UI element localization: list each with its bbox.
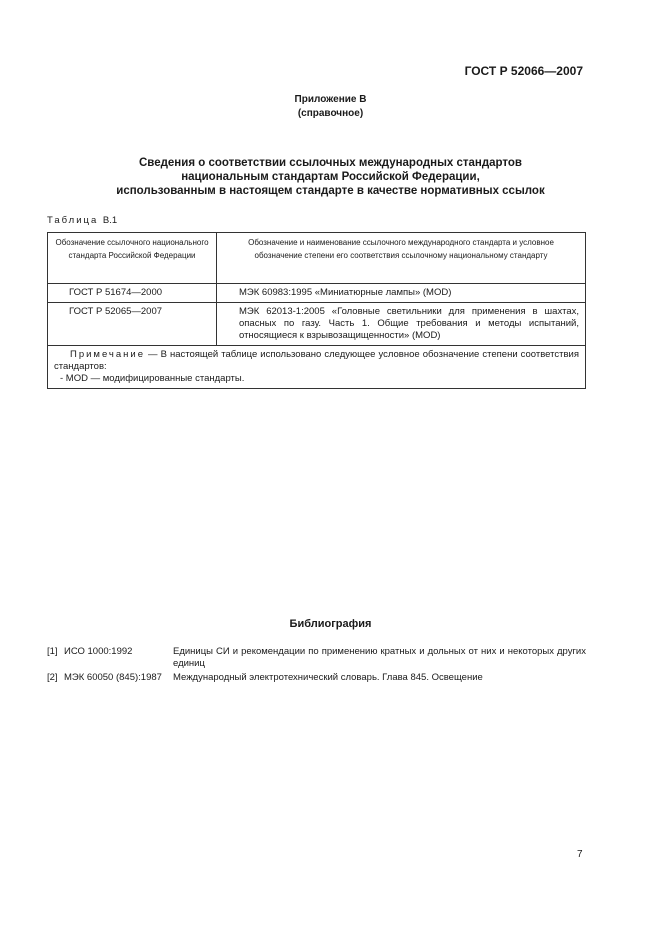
bibliography-item-number: [2]	[47, 672, 58, 683]
document-code: ГОСТ Р 52066—2007	[464, 64, 583, 78]
heading-line: национальным стандартам Российской Федерации,	[181, 171, 480, 183]
heading-line: Сведения о соответствии ссылочных международных стандартов	[138, 157, 522, 169]
table-note	[48, 346, 586, 389]
page-number: 7	[577, 849, 583, 860]
table-caption	[47, 215, 117, 226]
table-row	[48, 284, 586, 303]
heading-line: использованным в настоящем стандарте в качестве нормативных ссылок	[116, 185, 545, 197]
bibliography-item-code: ИСО 1000:1992	[64, 646, 133, 657]
reference-standards-table	[47, 232, 586, 389]
cell-international-standard: МЭК 62013-1:2005 «Головные светильники для применения в шахтах, опасных по газу. Часть 1. Общие требования и методы испытаний, относящиеся к взрывозащищенности» (MOD)	[217, 303, 586, 346]
bibliography-item-description: Международный электротехнический словарь. Глава 845. Освещение	[173, 672, 483, 683]
bibliography-item-description: Единицы СИ и рекомендации по применению кратных и дольных от них и некоторых других единиц	[173, 646, 586, 669]
bibliography-item-code: МЭК 60050 (845):1987	[64, 672, 162, 683]
bibliography-item-number: [1]	[47, 646, 58, 657]
column-header-international: Обозначение и наименование ссылочного международного стандарта и условное обозначение степени его соответствия ссылочному национальному стандарту	[217, 233, 586, 284]
table-caption-word: Таблица	[47, 215, 99, 226]
column-header-national: Обозначение ссылочного национального стандарта Российской Федерации	[48, 233, 217, 284]
note-label: Примечание	[70, 349, 145, 360]
table-row	[48, 303, 586, 346]
cell-national-standard: ГОСТ Р 51674—2000	[48, 284, 217, 303]
note-body: — В настоящей таблице использовано следующее условное обозначение степени соответствия стандартов:	[54, 349, 579, 372]
table-caption-number: В.1	[102, 215, 118, 226]
bibliography-title: Библиография	[289, 618, 372, 630]
cell-national-standard: ГОСТ Р 52065—2007	[48, 303, 217, 346]
annex-subtitle: (справочное)	[297, 108, 364, 119]
cell-international-standard: МЭК 60983:1995 «Миниатюрные лампы» (MOD)	[217, 284, 586, 303]
annex-title: Приложение В	[294, 94, 367, 105]
section-heading	[60, 156, 601, 198]
note-text	[54, 349, 579, 373]
note-item: - MOD — модифицированные стандарты.	[60, 373, 245, 384]
table-note-row	[48, 346, 586, 389]
table-header-row	[48, 233, 586, 284]
